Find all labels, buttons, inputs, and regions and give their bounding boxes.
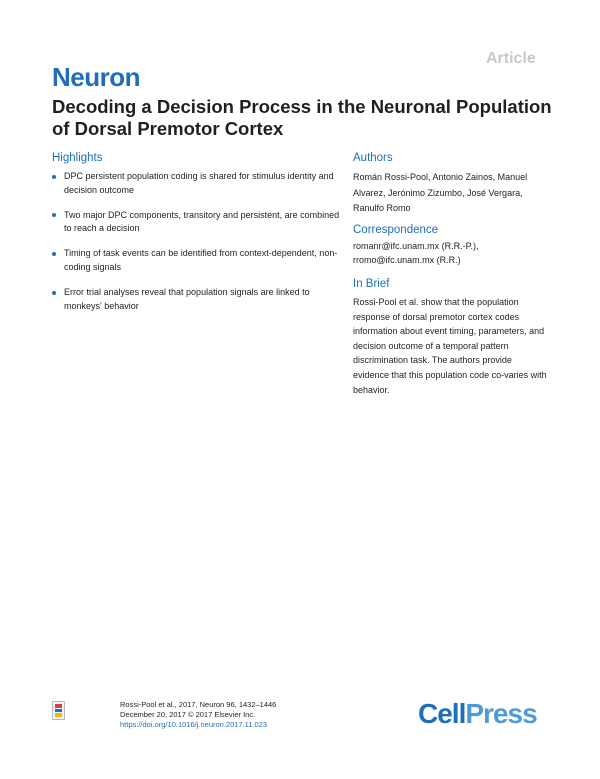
bullet-icon [52, 252, 56, 256]
cellpress-logo-cell: Cell [418, 698, 466, 729]
highlight-item [52, 209, 342, 236]
crossmark-icon[interactable] [52, 701, 65, 720]
citation-text: Rossi-Pool et al., 2017, Neuron 96, 1432–1446 [120, 700, 277, 709]
highlight-item [52, 286, 342, 313]
bullet-icon [52, 213, 56, 217]
authors-heading: Authors [353, 152, 393, 164]
highlights-list [52, 170, 342, 325]
highlights-heading: Highlights [52, 152, 103, 164]
copyright-text: December 20, 2017 © 2017 Elsevier Inc. [120, 710, 256, 719]
email-link[interactable]: rromo@ifc.unam.mx (R.R.) [353, 254, 461, 265]
highlight-text: DPC persistent population coding is shared for stimulus identity and decision outcome [64, 171, 334, 195]
citation-block [120, 700, 276, 730]
authors-list: Román Rossi-Pool, Antonio Zainos, Manuel Alvarez, Jerónimo Zizumbo, José Vergara, Ranulfo Romo [353, 172, 528, 213]
correspondence-emails [353, 240, 553, 267]
bullet-icon [52, 175, 56, 179]
doi-link[interactable]: https://doi.org/10.1016/j.neuron.2017.11.023 [120, 720, 268, 729]
highlight-item [52, 170, 342, 197]
in-brief-text: Rossi-Pool et al. show that the population response of dorsal premotor cortex codes information about event timing, parameters, and decision outcome of a temporal pattern discrimination task. The authors provide evidence that this population code co-varies with behavior. [353, 297, 547, 395]
journal-name: Neuron [52, 62, 140, 92]
in-brief-heading: In Brief [353, 278, 390, 290]
cellpress-logo [418, 698, 537, 730]
highlight-text: Two major DPC components, transitory and persistent, are combined to reach a decision [64, 209, 340, 234]
cellpress-logo-press: Press [465, 698, 537, 729]
bullet-icon [52, 291, 56, 295]
email-link[interactable]: romanr@ifc.unam.mx (R.R.-P.), [353, 241, 479, 251]
correspondence-heading: Correspondence [353, 224, 439, 236]
highlight-text: Timing of task events can be identified from context-dependent, non-coding signals [64, 248, 338, 272]
highlight-text: Error trial analyses reveal that population signals are linked to monkeys' behavior [64, 287, 310, 311]
paper-title: Decoding a Decision Process in the Neuronal Population of Dorsal Premotor Cortex [52, 96, 552, 139]
highlight-item [52, 247, 342, 274]
article-type-label: Article [486, 50, 536, 67]
